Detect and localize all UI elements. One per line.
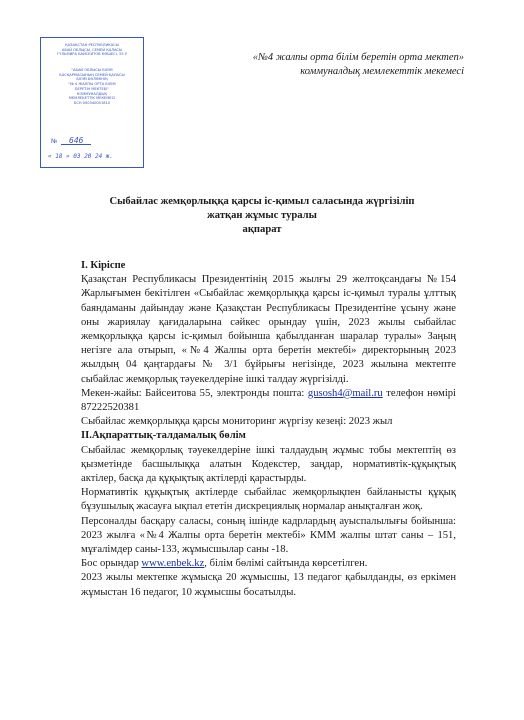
- stamp-header-line: ГҮЛЬМИРА БАЙСЕИТОВ КӨШЕСІ, 55 У: [56, 52, 128, 57]
- vacancies-text: Бос орындар: [81, 558, 142, 570]
- title-line: жатқан жұмыс туралы: [207, 210, 317, 221]
- stamp-body-line: БЕРЕТІН МЕКТЕБІ": [75, 86, 109, 91]
- section-heading-analysis: II.Ақпараттық-талдамалық бөлім: [81, 430, 246, 442]
- stamp-body-line: БІЛІМ БӨЛІМІНІҢ: [76, 77, 108, 82]
- stamp-number-label: №: [51, 138, 58, 145]
- paragraph-contacts: [81, 387, 456, 415]
- paragraph-norms: Нормативтік құқықтық актілерде сыбайлас жемқорлықпен байланысты құқық бұзушылық жасауға ықпал ететін дискрециялық нормалар анықталған жоқ.: [81, 487, 456, 513]
- stamp-body-line: "АБАЙ ОБЛЫСЫ БІЛІМ: [71, 68, 113, 72]
- title-line: ақпарат: [242, 224, 282, 235]
- enbek-link[interactable]: www.enbek.kz: [141, 558, 205, 570]
- organization-type: коммуналдық мемлекеттік мекемесі: [300, 66, 464, 77]
- stamp-body-line: МЕМЛЕКЕТТІК МЕКЕМЕСІ: [68, 96, 116, 101]
- paragraph-personnel: Персоналды басқару саласы, соның ішінде кадрлардың ауыспалылығы бойынша: 2023 жылға «№4 Жалпы орта беретін мектебі» КММ жалпы штат саны – 151, мұғалімдер саны-133, жұмысшылар саны -18.: [81, 515, 456, 556]
- section-heading-intro: I. Кіріспе: [81, 260, 126, 271]
- stamp-date: « 18 » 03 20 24 ж.: [48, 153, 114, 160]
- paragraph-hiring: 2023 жылы мектепке жұмысқа 20 жұмысшы, 13 педагог қабылданды, өз еркімен жұмыстан 16 педагог, 10 жұмысшы босатылды.: [81, 572, 456, 598]
- contacts-text: Мекен-жайы: Байсеитова 55, электронды поштa:: [81, 387, 308, 399]
- email-link[interactable]: gusosh4@mail.ru: [307, 387, 383, 399]
- stamp-number-row: [51, 136, 91, 145]
- stamp-number-value: 646: [61, 139, 91, 145]
- stamp-body-line: КОММУНАЛДЫҚ: [76, 91, 108, 96]
- registration-stamp: [40, 37, 144, 168]
- paragraph-period: Сыбайлас жемқорлыққа қарсы мониторинг жүргізу кезеңі: 2023 жыл: [81, 416, 393, 428]
- organization-header: [253, 51, 464, 79]
- stamp-header-line: ҚАЗАҚСТАН РЕСПУБЛИКАСЫ: [65, 42, 119, 47]
- organization-name: «№4 жалпы орта білім беретін орта мектеп»: [252, 52, 464, 63]
- document-body: [81, 259, 456, 600]
- stamp-header-line: АБАЙ ОБЛЫСЫ, СЕМЕЙ ҚАЛАСЫ: [61, 47, 123, 52]
- vacancies-text-end: , білім бөлімі сайтында көрсетілген.: [204, 558, 368, 570]
- stamp-body-line: БАСҚАРМАСЫНЫҢ СЕМЕЙ ҚАЛАСЫ: [59, 72, 125, 77]
- stamp-body-line: БСН 000340001810: [73, 100, 111, 105]
- paragraph-working-group: Сыбайлас жемқорлық тәуекелдеріне ішкі талдаудың жұмыс тобы мектептің өз қызметінде басшылыққа алатын Кодекстер, заңдар, нормативтік-құқықтық актілер, басқа да құқықтық актілерді қарастырды.: [81, 444, 456, 485]
- phone-text: телефон нөмірі 87222520381: [81, 387, 456, 414]
- document-title: [70, 195, 454, 237]
- stamp-header: [41, 39, 143, 61]
- stamp-body-line: "№ 4 ЖАЛПЫ ОРТА БІЛІМ: [68, 82, 116, 87]
- title-line: Сыбайлас жемқорлыққа қарсы іс-қимыл саласында жүргізіліп: [109, 196, 415, 207]
- paragraph-vacancies: [81, 557, 456, 571]
- paragraph-intro: Қазақстан Республикасы Президентінің 2015 жылғы 29 желтоқсандағы №154 Жарлығымен бекітілген «Сыбайлас жемқорлыққа қарсы іс-қимыл туралы ұлттық баяндаманы дайындау және Қазақстан Республикасы Президентіне ұсыну және оны жариялау қағидаларына сәйкес орындау үшін, 2023 жылы сыбайлас жемқорлыққа қарсы іс-қимыл бойынша қабылданған шаралар туралы» Заңың негізге ала отырып, «№4 Жалпы орта беретін мектебі» директорының 2023 жылдың 04 қаңтардағы № 3/1 бұйрығы негізінде, 2023 жылына мектепте сыбайлас жемқорлық тәуекелдеріне ішкі талдау жүргізілді.: [81, 274, 456, 385]
- stamp-body: [41, 68, 143, 106]
